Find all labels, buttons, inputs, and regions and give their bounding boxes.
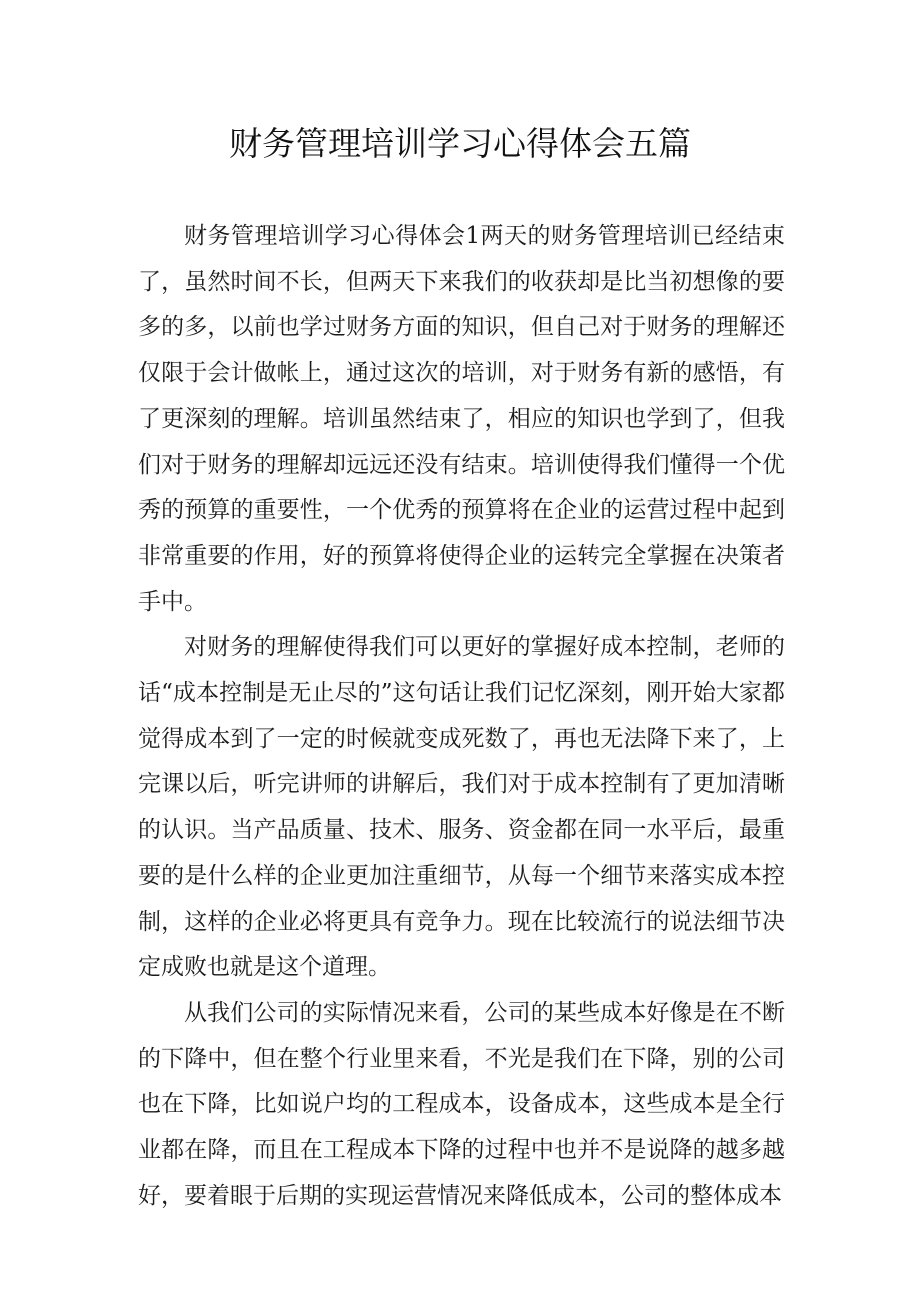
paragraph-3: 从我们公司的实际情况来看，公司的某些成本好像是在不断的下降中，但在整个行业里来看，不光是我们在下降，别的公司也在下降，比如说户均的工程成本，设备成本，这些成本是全行业都在降，而且在工程成本下降的过程中也并不是说降的越多越好，要着眼于后期的实现运营情况来降低成本，公司的整体成本 — [138, 999, 785, 1209]
document-body — [138, 214, 785, 1219]
paragraph-2: 对财务的理解使得我们可以更好的掌握好成本控制，老师的话“成本控制是无止尽的”这句话让我们记忆深刻，刚开始大家都觉得成本到了一定的时候就变成死数了，再也无法降下来了，上完课以后，听完讲师的讲解后，我们对于成本控制有了更加清晰的认识。当产品质量、技术、服务、资金都在同一水平后，最重要的是什么样的企业更加注重细节，从每一个细节来落实成本控制，这样的企业必将更具有竞争力。现在比较流行的说法细节决定成败也就是这个道理。 — [138, 634, 785, 981]
paragraph-1: 财务管理培训学习心得体会1两天的财务管理培训已经结束了，虽然时间不长，但两天下来我们的收获却是比当初想像的要多的多，以前也学过财务方面的知识，但自己对于财务的理解还仅限于会计做帐上，通过这次的培训，对于财务有新的感悟，有了更深刻的理解。培训虽然结束了，相应的知识也学到了，但我们对于财务的理解却远远还没有结束。培训使得我们懂得一个优秀的预算的重要性，一个优秀的预算将在企业的运营过程中起到非常重要的作用，好的预算将使得企业的运转完全掌握在决策者手中。 — [138, 223, 785, 615]
document-title: 财务管理培训学习心得体会五篇 — [229, 124, 691, 163]
